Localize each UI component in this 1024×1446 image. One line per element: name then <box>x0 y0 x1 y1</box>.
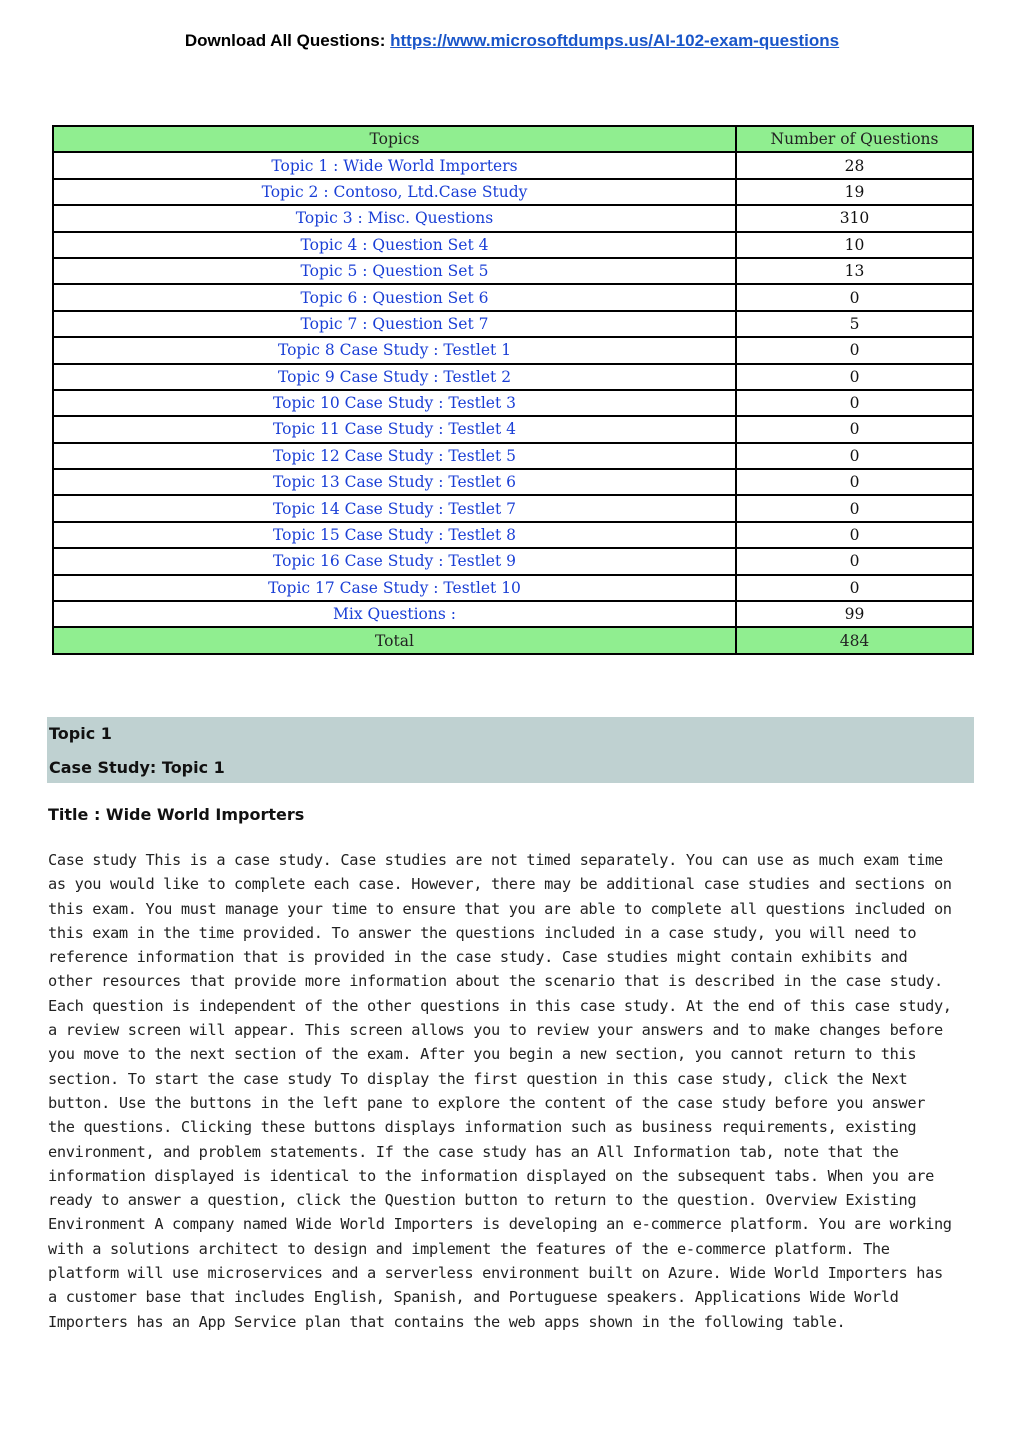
topic-link[interactable]: Mix Questions : <box>53 601 736 627</box>
case-study-text <box>48 848 978 1334</box>
topic-link[interactable]: Topic 17 Case Study : Testlet 10 <box>53 575 736 601</box>
table-header-row <box>53 126 973 152</box>
topic-link[interactable]: Topic 10 Case Study : Testlet 3 <box>53 390 736 416</box>
case-text-line: environment, and problem statements. If the case study has an All Information tab, note that the <box>48 1142 899 1161</box>
download-link[interactable]: https://www.microsoftdumps.us/AI-102-exam-questions <box>390 31 840 50</box>
case-text-line: information displayed is identical to the information displayed on the subsequent tabs. When you are <box>48 1166 934 1185</box>
case-text-line: section. To start the case study To display the first question in this case study, click the Next <box>48 1069 908 1088</box>
table-row <box>53 311 973 337</box>
table-row <box>53 390 973 416</box>
case-text-line: Each question is independent of the other questions in this case study. At the end of this case study, <box>48 996 952 1015</box>
question-count: 0 <box>736 443 973 469</box>
download-header <box>0 31 1024 51</box>
download-label: Download All Questions: <box>184 31 386 50</box>
topic-link[interactable]: Topic 3 : Misc. Questions <box>53 205 736 231</box>
question-count: 0 <box>736 495 973 521</box>
table-row <box>53 179 973 205</box>
table-row <box>53 284 973 310</box>
table-row <box>53 258 973 284</box>
case-text-line: Environment A company named Wide World Importers is developing an e-commerce platform. You are working <box>48 1215 952 1234</box>
total-count: 484 <box>736 627 973 653</box>
case-text-line: platform will use microservices and a serverless environment built on Azure. Wide World Importers has <box>48 1264 943 1283</box>
case-text-line: reference information that is provided in the case study. Case studies might contain exhibits and <box>48 948 908 967</box>
column-header-count: Number of Questions <box>736 126 973 152</box>
topic-heading: Topic 1 <box>49 724 112 743</box>
question-count: 0 <box>736 575 973 601</box>
question-count: 0 <box>736 522 973 548</box>
case-text-line: this exam. You must manage your time to ensure that you are able to complete all questions included on <box>48 899 952 918</box>
topics-table <box>52 125 974 655</box>
topic-link[interactable]: Topic 7 : Question Set 7 <box>53 311 736 337</box>
topic-banner <box>47 717 974 783</box>
table-row <box>53 205 973 231</box>
case-text-line: ready to answer a question, click the Question button to return to the question. Overview Existing <box>48 1191 917 1210</box>
topic-link[interactable]: Topic 2 : Contoso, Ltd.Case Study <box>53 179 736 205</box>
question-count: 99 <box>736 601 973 627</box>
case-text-line: Case study This is a case study. Case studies are not timed separately. You can use as much exam time <box>48 851 943 869</box>
table-row <box>53 364 973 390</box>
case-text-line: Importers has an App Service plan that contains the web apps shown in the following table. <box>48 1312 846 1331</box>
question-count: 0 <box>736 416 973 442</box>
case-text-line: as you would like to complete each case. However, there may be additional case studies and sections on <box>48 875 952 894</box>
question-count: 28 <box>736 152 973 178</box>
case-text-line: button. Use the buttons in the left pane to explore the content of the case study before you answer <box>48 1093 926 1112</box>
question-count: 310 <box>736 205 973 231</box>
topic-link[interactable]: Topic 4 : Question Set 4 <box>53 232 736 258</box>
case-text-line: this exam in the time provided. To answer the questions included in a case study, you will need to <box>48 923 917 942</box>
table-row <box>53 152 973 178</box>
case-study-heading: Case Study: Topic 1 <box>49 758 225 777</box>
question-count: 13 <box>736 258 973 284</box>
table-row <box>53 548 973 574</box>
topic-link[interactable]: Topic 6 : Question Set 6 <box>53 284 736 310</box>
case-text-line: you move to the next section of the exam. After you begin a new section, you cannot return to this <box>48 1045 917 1064</box>
question-count: 0 <box>736 390 973 416</box>
topic-link[interactable]: Topic 1 : Wide World Importers <box>53 152 736 178</box>
topic-link[interactable]: Topic 14 Case Study : Testlet 7 <box>53 495 736 521</box>
table-row <box>53 495 973 521</box>
topic-link[interactable]: Topic 9 Case Study : Testlet 2 <box>53 364 736 390</box>
question-count: 5 <box>736 311 973 337</box>
table-row <box>53 337 973 363</box>
case-text-line: with a solutions architect to design and implement the features of the e-commerce platform. The <box>48 1239 890 1258</box>
case-text-line: a customer base that includes English, Spanish, and Portuguese speakers. Applications Wide World <box>48 1288 899 1307</box>
topic-link[interactable]: Topic 12 Case Study : Testlet 5 <box>53 443 736 469</box>
table-row <box>53 575 973 601</box>
table-row <box>53 601 973 627</box>
question-count: 19 <box>736 179 973 205</box>
question-count: 0 <box>736 364 973 390</box>
table-row <box>53 469 973 495</box>
case-title: Title : Wide World Importers <box>48 805 305 824</box>
topic-link[interactable]: Topic 5 : Question Set 5 <box>53 258 736 284</box>
case-text-line: the questions. Clicking these buttons displays information such as business requirements, existing <box>48 1118 917 1137</box>
question-count: 0 <box>736 284 973 310</box>
topic-link[interactable]: Topic 13 Case Study : Testlet 6 <box>53 469 736 495</box>
topic-link[interactable]: Topic 16 Case Study : Testlet 9 <box>53 548 736 574</box>
table-row <box>53 232 973 258</box>
topics-table-body <box>53 126 973 654</box>
question-count: 0 <box>736 469 973 495</box>
table-row <box>53 522 973 548</box>
question-count: 10 <box>736 232 973 258</box>
topic-link[interactable]: Topic 8 Case Study : Testlet 1 <box>53 337 736 363</box>
question-count: 0 <box>736 337 973 363</box>
question-count: 0 <box>736 548 973 574</box>
column-header-topics: Topics <box>53 126 736 152</box>
topic-link[interactable]: Topic 11 Case Study : Testlet 4 <box>53 416 736 442</box>
case-text-line: a review screen will appear. This screen allows you to review your answers and to make changes before <box>48 1021 943 1040</box>
table-row <box>53 416 973 442</box>
total-label: Total <box>53 627 736 653</box>
topic-link[interactable]: Topic 15 Case Study : Testlet 8 <box>53 522 736 548</box>
table-row <box>53 443 973 469</box>
case-text-line: other resources that provide more information about the scenario that is described in the case study. <box>48 972 943 991</box>
table-total-row <box>53 627 973 653</box>
